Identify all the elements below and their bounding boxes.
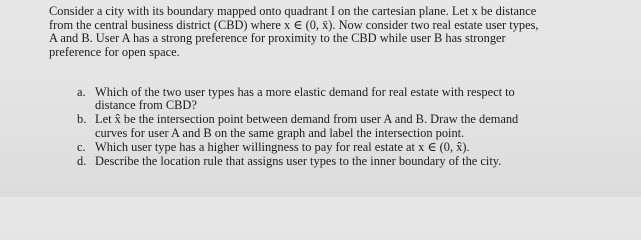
intro-line: A and B. User A has a strong preference for proximity to the CBD while user B has stronger [49, 31, 506, 46]
question-c [77, 141, 617, 154]
intro-line: Consider a city with its boundary mapped onto quadrant I on the cartesian plane. Let x be distance [49, 4, 537, 18]
question-b [77, 113, 617, 139]
question-line: curves for user A and B on the same graph and label the intersection point. [95, 125, 465, 140]
intro-line: preference for open space. [49, 44, 180, 59]
question-line: Which of the two user types has a more elastic demand for real estate with respect to [95, 85, 515, 99]
question-line: Describe the location rule that assigns user types to the inner boundary of the city. [95, 154, 502, 169]
question-letter: c. [77, 139, 86, 154]
question-letter: d. [77, 154, 87, 169]
question-letter: b. [77, 112, 87, 127]
problem-intro [49, 5, 609, 59]
question-a [77, 86, 617, 112]
question-d [77, 155, 617, 168]
question-letter: a. [77, 85, 86, 99]
question-line: Let x̂ be the intersection point between demand from user A and B. Draw the demand [95, 112, 519, 127]
question-line: Which user type has a higher willingness to pay for real estate at x ∈ (0, x̂). [95, 139, 470, 154]
question-list [77, 86, 617, 168]
intro-line: from the central business district (CBD) where x ∈ (0, x̄). Now consider two real estate user types, [49, 17, 539, 32]
question-line: distance from CBD? [95, 98, 197, 113]
